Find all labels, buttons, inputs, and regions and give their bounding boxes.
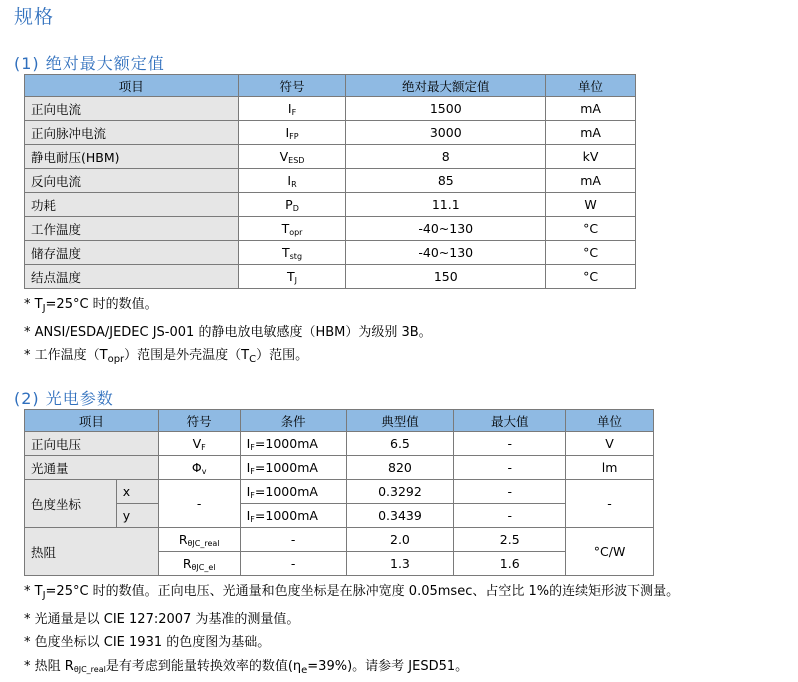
- note-subscript: J: [43, 590, 46, 601]
- note-text: * T: [24, 297, 43, 312]
- row-item: 静电耐压(HBM): [25, 145, 239, 169]
- row-symbol: [158, 528, 240, 552]
- row-typical: 0.3292: [346, 480, 454, 504]
- row-condition: -: [240, 528, 346, 552]
- note-opr: [24, 344, 432, 372]
- row-item: 结点温度: [25, 265, 239, 289]
- row-symbol: [238, 169, 346, 193]
- symbol-main: R: [183, 556, 192, 571]
- row-condition: [240, 456, 346, 480]
- symbol-subscript: R: [291, 180, 297, 189]
- row-symbol: [238, 265, 346, 289]
- row-symbol: [158, 432, 240, 456]
- header-rating: 绝对最大额定值: [346, 75, 546, 97]
- absolute-max-ratings-table: [24, 74, 636, 289]
- row-subitem-y: y: [116, 504, 158, 528]
- symbol-main: T: [282, 221, 290, 236]
- row-value: 150: [346, 265, 546, 289]
- row-unit: °C: [546, 241, 636, 265]
- symbol-subscript: F: [201, 443, 206, 452]
- table-row: [25, 217, 636, 241]
- table-row: [25, 121, 636, 145]
- header-symbol: 符号: [238, 75, 346, 97]
- row-item: 正向电压: [25, 432, 159, 456]
- header-typical: 典型值: [346, 410, 454, 432]
- table-row: [25, 97, 636, 121]
- symbol-main: I: [287, 173, 291, 188]
- symbol-subscript: θJC_real: [188, 539, 220, 548]
- row-max: -: [454, 504, 566, 528]
- row-max: -: [454, 432, 566, 456]
- cond-subscript: F: [250, 443, 255, 452]
- note-subscript: C: [249, 354, 256, 365]
- header-max: 最大值: [454, 410, 566, 432]
- row-typical: 0.3439: [346, 504, 454, 528]
- note-text: * 热阻 R: [24, 659, 74, 674]
- note-subscript: e: [301, 665, 307, 676]
- note-text: ）范围是外壳温度（T: [124, 348, 249, 363]
- symbol-main: T: [287, 269, 295, 284]
- header-unit: 单位: [546, 75, 636, 97]
- row-unit: lm: [566, 456, 654, 480]
- page-title: 规格: [14, 2, 54, 29]
- note-text: =39%)。请参考 JESD51。: [307, 659, 468, 674]
- row-value: 11.1: [346, 193, 546, 217]
- row-typical: 2.0: [346, 528, 454, 552]
- row-item: 热阻: [25, 528, 159, 576]
- row-value: 1500: [346, 97, 546, 121]
- table-row: [25, 456, 654, 480]
- row-max: -: [454, 456, 566, 480]
- row-max: 2.5: [454, 528, 566, 552]
- row-symbol: -: [158, 480, 240, 528]
- row-item: 色度坐标: [25, 480, 117, 528]
- table-row: [25, 528, 654, 552]
- symbol-subscript: D: [293, 204, 299, 213]
- symbol-main: I: [288, 101, 292, 116]
- row-unit: mA: [546, 169, 636, 193]
- row-condition: -: [240, 552, 346, 576]
- row-max: 1.6: [454, 552, 566, 576]
- row-typical: 1.3: [346, 552, 454, 576]
- note-text: * T: [24, 584, 43, 599]
- symbol-subscript: θJC_el: [192, 563, 216, 572]
- cond-symbol: I: [247, 484, 251, 499]
- table-header-row: [25, 75, 636, 97]
- symbol-main: Φ: [192, 460, 202, 475]
- row-subitem-x: x: [116, 480, 158, 504]
- row-value: 85: [346, 169, 546, 193]
- row-unit: °C: [546, 217, 636, 241]
- section2-title: (2) 光电参数: [14, 386, 114, 409]
- symbol-main: R: [179, 532, 188, 547]
- symbol-main: I: [285, 125, 289, 140]
- symbol-main: T: [282, 245, 290, 260]
- table-row: [25, 265, 636, 289]
- row-unit: kV: [546, 145, 636, 169]
- row-unit: mA: [546, 97, 636, 121]
- table-header-row: [25, 410, 654, 432]
- symbol-subscript: ESD: [288, 156, 304, 165]
- section1-notes: [24, 293, 432, 372]
- note-thermal: [24, 655, 679, 682]
- symbol-subscript: v: [202, 467, 207, 476]
- table-row: [25, 432, 654, 456]
- symbol-main: P: [285, 197, 293, 212]
- cond-subscript: F: [250, 491, 255, 500]
- row-condition: [240, 432, 346, 456]
- cond-symbol: I: [247, 460, 251, 475]
- header-item: 项目: [25, 75, 239, 97]
- symbol-main: V: [280, 149, 289, 164]
- header-condition: 条件: [240, 410, 346, 432]
- row-symbol: [238, 121, 346, 145]
- table-row: [25, 480, 654, 504]
- symbol-subscript: F: [292, 108, 297, 117]
- symbol-subscript: opr: [289, 228, 302, 237]
- row-item: 功耗: [25, 193, 239, 217]
- row-value: 8: [346, 145, 546, 169]
- note-tj: [24, 580, 679, 608]
- note-subscript: opr: [108, 354, 125, 365]
- row-unit: W: [546, 193, 636, 217]
- row-typical: 6.5: [346, 432, 454, 456]
- header-unit: 单位: [566, 410, 654, 432]
- header-symbol: 符号: [158, 410, 240, 432]
- symbol-subscript: stg: [290, 252, 302, 261]
- note-text: 是有考虑到能量转换效率的数值(η: [106, 659, 301, 674]
- row-item: 储存温度: [25, 241, 239, 265]
- cond-subscript: F: [250, 467, 255, 476]
- cond-subscript: F: [250, 515, 255, 524]
- table-row: [25, 241, 636, 265]
- row-value: -40~130: [346, 241, 546, 265]
- note-text: =25°C 时的数值。正向电压、光通量和色度坐标是在脉冲宽度 0.05msec、占空比 1%的连续矩形波下测量。: [46, 584, 680, 599]
- section1-title: (1) 绝对最大额定值: [14, 51, 165, 74]
- row-symbol: [238, 193, 346, 217]
- row-symbol: [158, 456, 240, 480]
- row-item: 正向电流: [25, 97, 239, 121]
- row-item: 反向电流: [25, 169, 239, 193]
- cond-value: =1000mA: [255, 508, 318, 523]
- table-row: [25, 169, 636, 193]
- note-subscript: J: [43, 303, 46, 314]
- row-item: 正向脉冲电流: [25, 121, 239, 145]
- row-symbol: [238, 145, 346, 169]
- note-chroma: * 色度坐标以 CIE 1931 的色度图为基础。: [24, 631, 679, 655]
- row-unit: °C/W: [566, 528, 654, 576]
- note-text: * 工作温度（T: [24, 348, 108, 363]
- row-unit: V: [566, 432, 654, 456]
- note-tj: [24, 293, 432, 321]
- header-item: 项目: [25, 410, 159, 432]
- optoelectronic-params-table: [24, 409, 654, 576]
- table-row: [25, 504, 654, 528]
- section2-notes: [24, 580, 679, 682]
- row-value: 3000: [346, 121, 546, 145]
- row-unit: mA: [546, 121, 636, 145]
- row-unit: -: [566, 480, 654, 528]
- row-max: -: [454, 480, 566, 504]
- row-typical: 820: [346, 456, 454, 480]
- table-row: [25, 193, 636, 217]
- note-subscript: θJC_real: [74, 665, 106, 674]
- symbol-main: V: [193, 436, 202, 451]
- row-unit: °C: [546, 265, 636, 289]
- row-condition: [240, 480, 346, 504]
- row-item: 工作温度: [25, 217, 239, 241]
- row-symbol: [158, 552, 240, 576]
- note-text: ）范围。: [256, 348, 308, 363]
- note-text: =25°C 时的数值。: [46, 297, 158, 312]
- symbol-subscript: FP: [289, 132, 298, 141]
- table-row: [25, 145, 636, 169]
- cond-value: =1000mA: [255, 460, 318, 475]
- row-symbol: [238, 97, 346, 121]
- row-value: -40~130: [346, 217, 546, 241]
- row-symbol: [238, 241, 346, 265]
- symbol-subscript: J: [295, 276, 297, 285]
- note-flux: * 光通量是以 CIE 127:2007 为基准的测量值。: [24, 608, 679, 632]
- cond-symbol: I: [247, 436, 251, 451]
- row-symbol: [238, 217, 346, 241]
- cond-value: =1000mA: [255, 436, 318, 451]
- row-item: 光通量: [25, 456, 159, 480]
- note-esd: * ANSI/ESDA/JEDEC JS-001 的静电放电敏感度（HBM）为级别 3B。: [24, 321, 432, 345]
- cond-symbol: I: [247, 508, 251, 523]
- row-condition: [240, 504, 346, 528]
- cond-value: =1000mA: [255, 484, 318, 499]
